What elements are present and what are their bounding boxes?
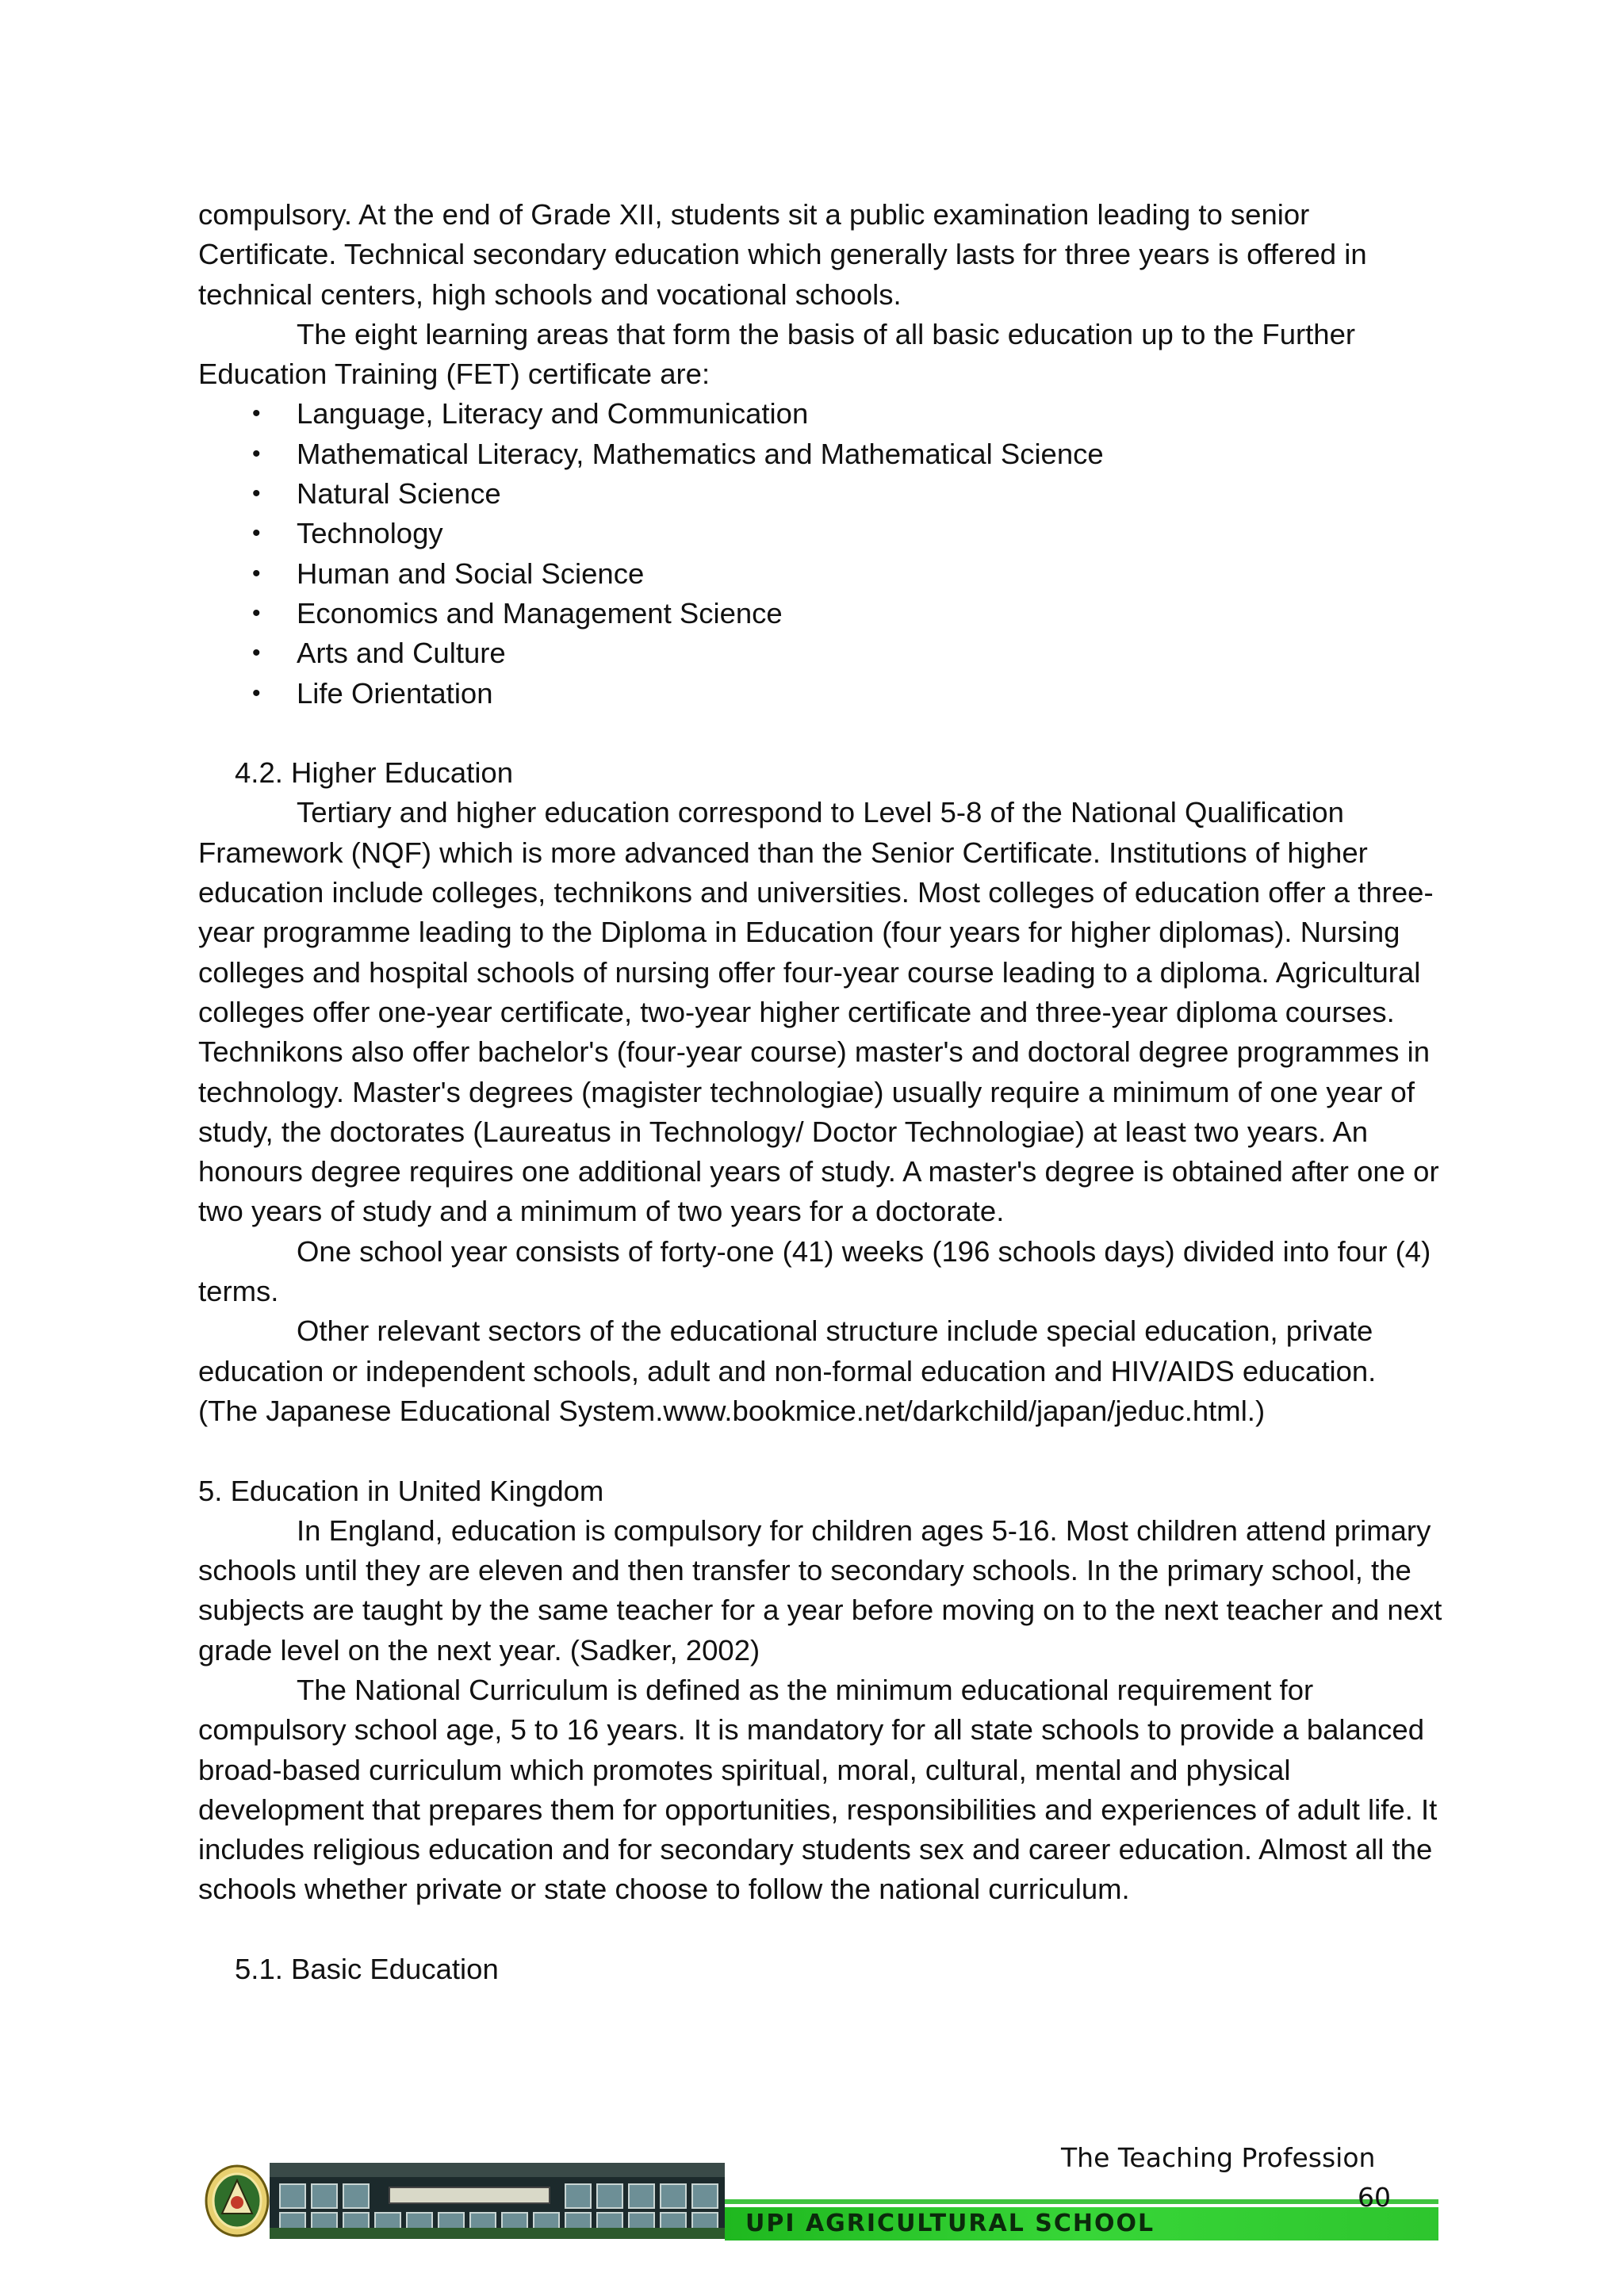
list-item: • Technology (198, 514, 1443, 553)
paragraph-secondary-education: compulsory. At the end of Grade XII, students sit a public examination leading to senior Certificate. Technical secondary education which generally lasts for three years is offered in technical centers, high schools and vocational schools. (198, 198, 1367, 311)
bullet-icon: • (252, 679, 261, 706)
paragraph-tertiary-education: Tertiary and higher education correspond to Level 5-8 of the National Qualification Framework (NQF) which is more advanced than the Senior Certificate. Institutions of higher education include colleges, technikons and universities. Most colleges of education offer a three-year programme leading to the Diploma in Education (four years for higher diplomas). Nursing colleges and hospital schools of nursing offer four-year course leading to a diploma. Agricultural colleges offer one-year certificate, two-year higher certificate and three-year diploma courses. Technikons also offer bachelor's (four-year course) master's and doctoral degree programmes in technology. Master's degrees (magister technologiae) usually require a minimum of one year of study, the doctorates (Laureatus in Technology/ Doctor Technologiae) at least two years. An honours degree requires one additional years of study. A master's degree is obtained after one or two years of study and a minimum of two years for a doctorate. (198, 796, 1439, 1228)
bullet-icon: • (252, 640, 261, 667)
paragraph-learning-areas-intro: The eight learning areas that form the basis of all basic education up to the Further Education Training (FET) certificate are: (198, 317, 1356, 391)
paragraph-national-curriculum: The National Curriculum is defined as the minimum educational requirement for compulsory school age, 5 to 16 years. It is mandatory for all state schools to provide a balanced broad-based curriculum which promotes spiritual, moral, cultural, mental and physical development that prepares them for opportunities, responsibilities and experiences of adult life. It includes religious education and for secondary students sex and career education. Almost all the schools whether private or state choose to follow the national curriculum. (198, 1673, 1438, 1906)
footer-title: The Teaching Profession (1061, 2142, 1376, 2173)
heading-uk-education: 5. Education in United Kingdom (198, 1474, 604, 1507)
learning-areas-list (198, 394, 1443, 713)
bullet-icon: • (252, 440, 261, 467)
school-building-image (270, 2163, 725, 2239)
list-item: • Arts and Culture (198, 633, 1443, 673)
list-item: • Economics and Management Science (198, 594, 1443, 633)
list-item: • Natural Science (198, 474, 1443, 514)
paragraph-england-education: In England, education is compulsory for children ages 5-16. Most children attend primary schools until they are eleven and then transfer to secondary schools. In the primary school, the subjects are taught by the same teacher for a year before moving on to the next teacher and next grade level on the next year. (Sadker, 2002) (198, 1513, 1442, 1667)
footer-banner (205, 2152, 1438, 2241)
page-body (198, 195, 1443, 1989)
paragraph-other-sectors: Other relevant sectors of the educational structure include special education, private education or independent schools, adult and non-formal education and HIV/AIDS education. (198, 1314, 1377, 1387)
bullet-icon: • (252, 520, 261, 547)
list-item: • Human and Social Science (198, 554, 1443, 594)
school-seal-icon (205, 2164, 270, 2237)
list-item: • Life Orientation (198, 674, 1443, 714)
bullet-icon: • (252, 599, 261, 626)
banner-stripe (725, 2199, 1438, 2204)
banner-bar (725, 2207, 1438, 2241)
bullet-icon: • (252, 560, 261, 587)
bullet-icon: • (252, 480, 261, 507)
list-item: • Mathematical Literacy, Mathematics and Mathematical Science (198, 434, 1443, 474)
citation: (The Japanese Educational System.www.bookmice.net/darkchild/japan/jeduc.html.) (198, 1394, 1266, 1427)
heading-higher-education: 4.2. Higher Education (235, 756, 514, 790)
school-name: UPI AGRICULTURAL SCHOOL (745, 2210, 1155, 2237)
bullet-icon: • (252, 400, 261, 427)
paragraph-school-year: One school year consists of forty-one (41) weeks (196 schools days) divided into four (4) terms. (198, 1234, 1431, 1308)
page-number: 60 (1358, 2182, 1391, 2213)
list-item: • Language, Literacy and Communication (198, 394, 1443, 434)
heading-basic-education: 5.1. Basic Education (235, 1953, 499, 1986)
